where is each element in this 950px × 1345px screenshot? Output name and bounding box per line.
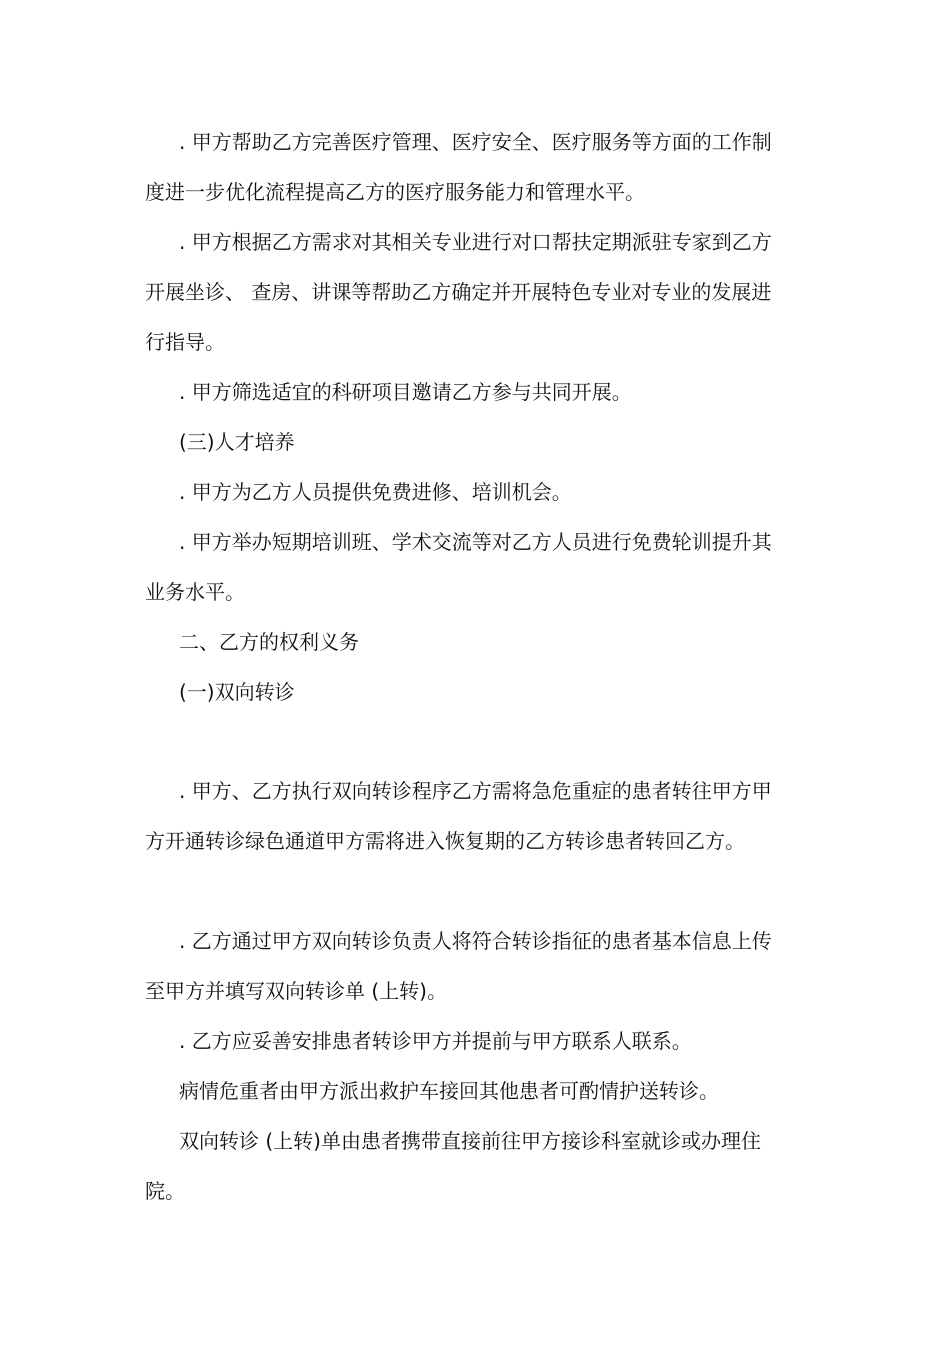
- paragraph-10: 双向转诊 (上转)单由患者携带直接前往甲方接诊科室就诊或办理住院。: [145, 1129, 761, 1203]
- paragraph-5: . 甲方举办短期培训班、学术交流等对乙方人员进行免费轮训提升其业务水平。: [145, 530, 772, 604]
- paragraph-7: . 乙方通过甲方双向转诊负责人将符合转诊指征的患者基本信息上传至甲方并填写双向转诊单 (上转)。: [145, 929, 772, 1003]
- section-heading-party-b-rights: 二、乙方的权利义务: [179, 630, 359, 654]
- section-heading-talent-training: (三)人才培养: [179, 430, 295, 454]
- paragraph-3: . 甲方筛选适宜的科研项目邀请乙方参与共同开展。: [179, 380, 632, 404]
- paragraph-1: . 甲方帮助乙方完善医疗管理、医疗安全、医疗服务等方面的工作制度进一步优化流程提高乙方的医疗服务能力和管理水平。: [145, 130, 772, 204]
- paragraph-6: . 甲方、乙方执行双向转诊程序乙方需将急危重症的患者转往甲方甲方开通转诊绿色通道甲方需将进入恢复期的乙方转诊患者转回乙方。: [145, 779, 772, 853]
- section-heading-two-way-referral: (一)双向转诊: [179, 680, 295, 704]
- paragraph-4: . 甲方为乙方人员提供免费进修、培训机会。: [179, 480, 572, 504]
- paragraph-2: . 甲方根据乙方需求对其相关专业进行对口帮扶定期派驻专家到乙方开展坐诊、 查房、讲课等帮助乙方确定并开展特色专业对专业的发展进行指导。: [145, 230, 772, 354]
- paragraph-9: 病情危重者由甲方派出救护车接回其他患者可酌情护送转诊。: [179, 1079, 719, 1103]
- paragraph-8: . 乙方应妥善安排患者转诊甲方并提前与甲方联系人联系。: [179, 1029, 692, 1053]
